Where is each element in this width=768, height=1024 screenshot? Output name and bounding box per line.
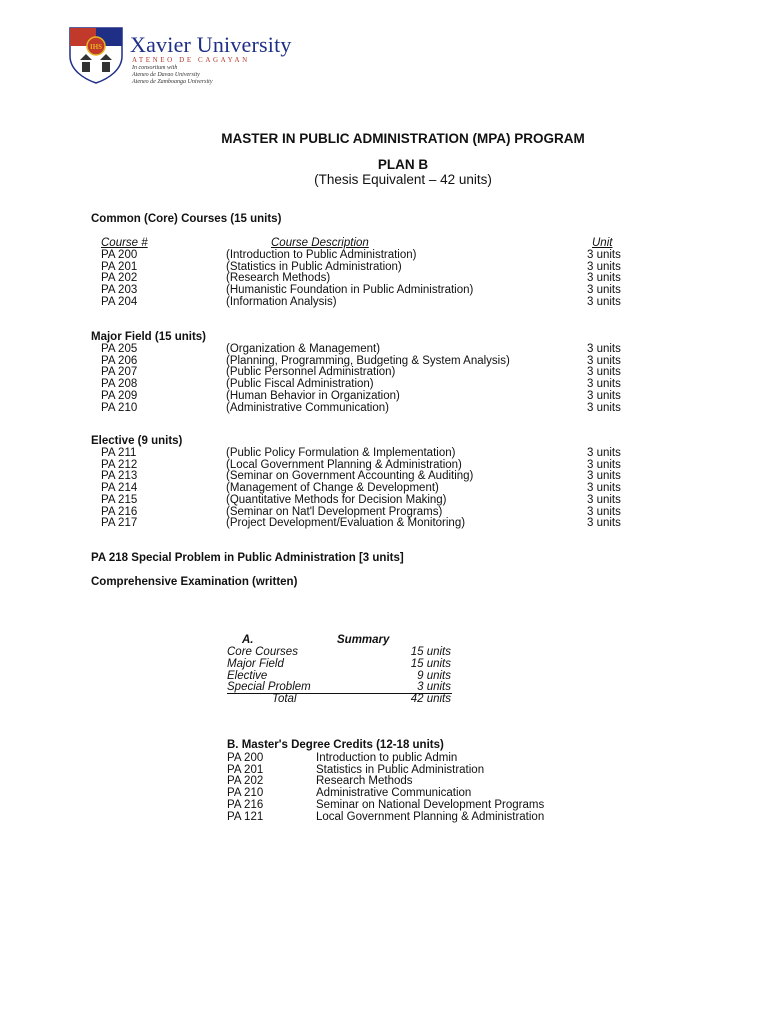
course-code: PA 215 (101, 493, 138, 506)
course-code: PA 203 (101, 284, 138, 297)
summary-label: Major Field (227, 657, 284, 670)
summary-letter: A. (242, 634, 254, 646)
course-units: 3 units (587, 249, 621, 261)
table-row (0, 284, 768, 296)
plan-title: PLAN B (377, 157, 429, 172)
university-logo (68, 26, 308, 86)
course-description: (Seminar on Government Accounting & Auditing) (226, 470, 474, 483)
course-description: Statistics in Public Administration (316, 763, 485, 776)
course-code: PA 214 (101, 482, 138, 495)
table-row (0, 272, 768, 284)
course-code: PA 206 (101, 354, 138, 367)
table-row (0, 470, 768, 482)
list-item (0, 787, 768, 799)
course-code: PA 217 (101, 517, 138, 530)
table-row (0, 402, 768, 414)
table-row (0, 378, 768, 390)
course-code: PA 201 (227, 763, 264, 776)
summary-row (0, 658, 768, 670)
course-units: 3 units (587, 458, 621, 471)
course-units: 3 units (587, 295, 621, 308)
table-header (0, 237, 768, 249)
course-description: (Statistics in Public Administration) (226, 260, 402, 273)
column-unit: Unit (592, 237, 613, 249)
course-description: (Administrative Communication) (226, 401, 389, 414)
summary-total-row (0, 693, 768, 705)
course-units: 3 units (587, 260, 621, 273)
table-row (0, 261, 768, 273)
column-course: Course # (101, 237, 148, 249)
masters-heading: B. Master's Degree Credits (12-18 units) (227, 739, 444, 751)
course-code: PA 216 (227, 798, 264, 811)
university-seal-icon (68, 26, 124, 84)
table-row (0, 249, 768, 261)
course-description: (Management of Change & Development) (226, 482, 439, 495)
course-description: Local Government Planning & Administration (316, 810, 545, 823)
table-row (0, 296, 768, 308)
course-units: 3 units (587, 505, 621, 518)
column-description: Course Description (271, 237, 369, 249)
list-item (0, 764, 768, 776)
comprehensive-exam: Comprehensive Examination (written) (91, 576, 298, 588)
course-description: (Public Policy Formulation & Implementation) (226, 447, 456, 459)
course-units: 3 units (587, 272, 621, 285)
course-code: PA 202 (101, 272, 138, 285)
course-code: PA 212 (101, 458, 138, 471)
course-units: 3 units (587, 482, 621, 495)
program-title: MASTER IN PUBLIC ADMINISTRATION (MPA) PROGRAM (221, 131, 585, 146)
course-code: PA 200 (227, 752, 264, 764)
logo-title: Xavier University (130, 32, 292, 57)
course-code: PA 200 (101, 249, 138, 261)
summary-value: 3 units (417, 681, 451, 694)
course-code: PA 210 (101, 401, 138, 414)
course-description: Introduction to public Admin (316, 752, 458, 764)
course-units: 3 units (587, 470, 621, 483)
plan-note: (Thesis Equivalent – 42 units) (314, 172, 492, 187)
course-code: PA 201 (101, 260, 138, 273)
course-description: (Public Fiscal Administration) (226, 378, 374, 391)
table-row (0, 459, 768, 471)
summary-row (0, 646, 768, 658)
course-code: PA 202 (227, 775, 264, 788)
list-item (0, 752, 768, 764)
course-description: (Public Personnel Administration) (226, 366, 396, 379)
course-code: PA 210 (227, 787, 264, 800)
summary-row (0, 670, 768, 682)
table-row (0, 506, 768, 518)
table-row (0, 390, 768, 402)
course-code: PA 121 (227, 810, 264, 823)
table-row (0, 366, 768, 378)
elective-heading: Elective (9 units) (91, 435, 183, 447)
course-units: 3 units (587, 343, 621, 355)
table-row (0, 447, 768, 459)
course-code: PA 209 (101, 389, 138, 402)
course-description: (Human Behavior in Organization) (226, 389, 400, 402)
special-problem: PA 218 Special Problem in Public Administration [3 units] (91, 552, 404, 564)
course-code: PA 213 (101, 470, 138, 483)
course-description: (Humanistic Foundation in Public Administration) (226, 284, 474, 297)
logo-subtitle: ATENEO DE CAGAYAN (132, 56, 250, 64)
course-units: 3 units (587, 389, 621, 402)
table-row (0, 482, 768, 494)
course-description: Seminar on National Development Programs (316, 798, 545, 811)
summary-value: 9 units (417, 669, 451, 682)
course-description: (Project Development/Evaluation & Monitoring) (226, 517, 466, 530)
list-item (0, 811, 768, 823)
summary-header (0, 634, 768, 646)
course-units: 3 units (587, 401, 621, 414)
course-description: (Introduction to Public Administration) (226, 249, 417, 261)
course-code: PA 207 (101, 366, 138, 379)
list-item (0, 799, 768, 811)
course-description: (Organization & Management) (226, 343, 381, 355)
table-row (0, 355, 768, 367)
course-units: 3 units (587, 517, 621, 530)
course-code: PA 204 (101, 295, 138, 308)
summary-total-value: 42 units (410, 693, 451, 705)
table-row (0, 517, 768, 529)
svg-text:IHS: IHS (89, 43, 103, 51)
course-description: (Research Methods) (226, 272, 331, 285)
summary-label: Elective (227, 669, 268, 682)
course-units: 3 units (587, 447, 621, 459)
logo-consortium-line: In consortium with (132, 65, 178, 71)
course-code: PA 211 (101, 447, 137, 459)
summary-label: Special Problem (227, 681, 311, 694)
course-description: Administrative Communication (316, 787, 472, 800)
course-description: (Seminar on Nat'l Development Programs) (226, 505, 443, 518)
course-code: PA 216 (101, 505, 138, 518)
course-units: 3 units (587, 284, 621, 297)
summary-heading: Summary (337, 634, 390, 646)
course-units: 3 units (587, 493, 621, 506)
course-description: (Local Government Planning & Administration) (226, 458, 462, 471)
summary-label: Core Courses (227, 646, 298, 658)
course-description: (Quantitative Methods for Decision Making) (226, 493, 447, 506)
course-code: PA 208 (101, 378, 138, 391)
course-description: (Information Analysis) (226, 295, 337, 308)
logo-consortium-line: Ateneo de Zamboanga University (132, 79, 213, 85)
table-row (0, 494, 768, 506)
list-item (0, 775, 768, 787)
table-row (0, 343, 768, 355)
summary-value: 15 units (410, 657, 451, 670)
course-units: 3 units (587, 354, 621, 367)
logo-consortium-line: Ateneo de Davao University (132, 72, 200, 78)
core-heading: Common (Core) Courses (15 units) (91, 213, 282, 225)
course-units: 3 units (587, 366, 621, 379)
course-units: 3 units (587, 378, 621, 391)
logo-consortium (132, 65, 212, 86)
major-heading: Major Field (15 units) (91, 331, 207, 343)
summary-row (0, 681, 768, 693)
course-description: (Planning, Programming, Budgeting & System Analysis) (226, 354, 510, 367)
course-code: PA 205 (101, 343, 138, 355)
course-description: Research Methods (316, 775, 413, 788)
summary-value: 15 units (410, 646, 451, 658)
summary-total-label: Total (272, 693, 297, 705)
